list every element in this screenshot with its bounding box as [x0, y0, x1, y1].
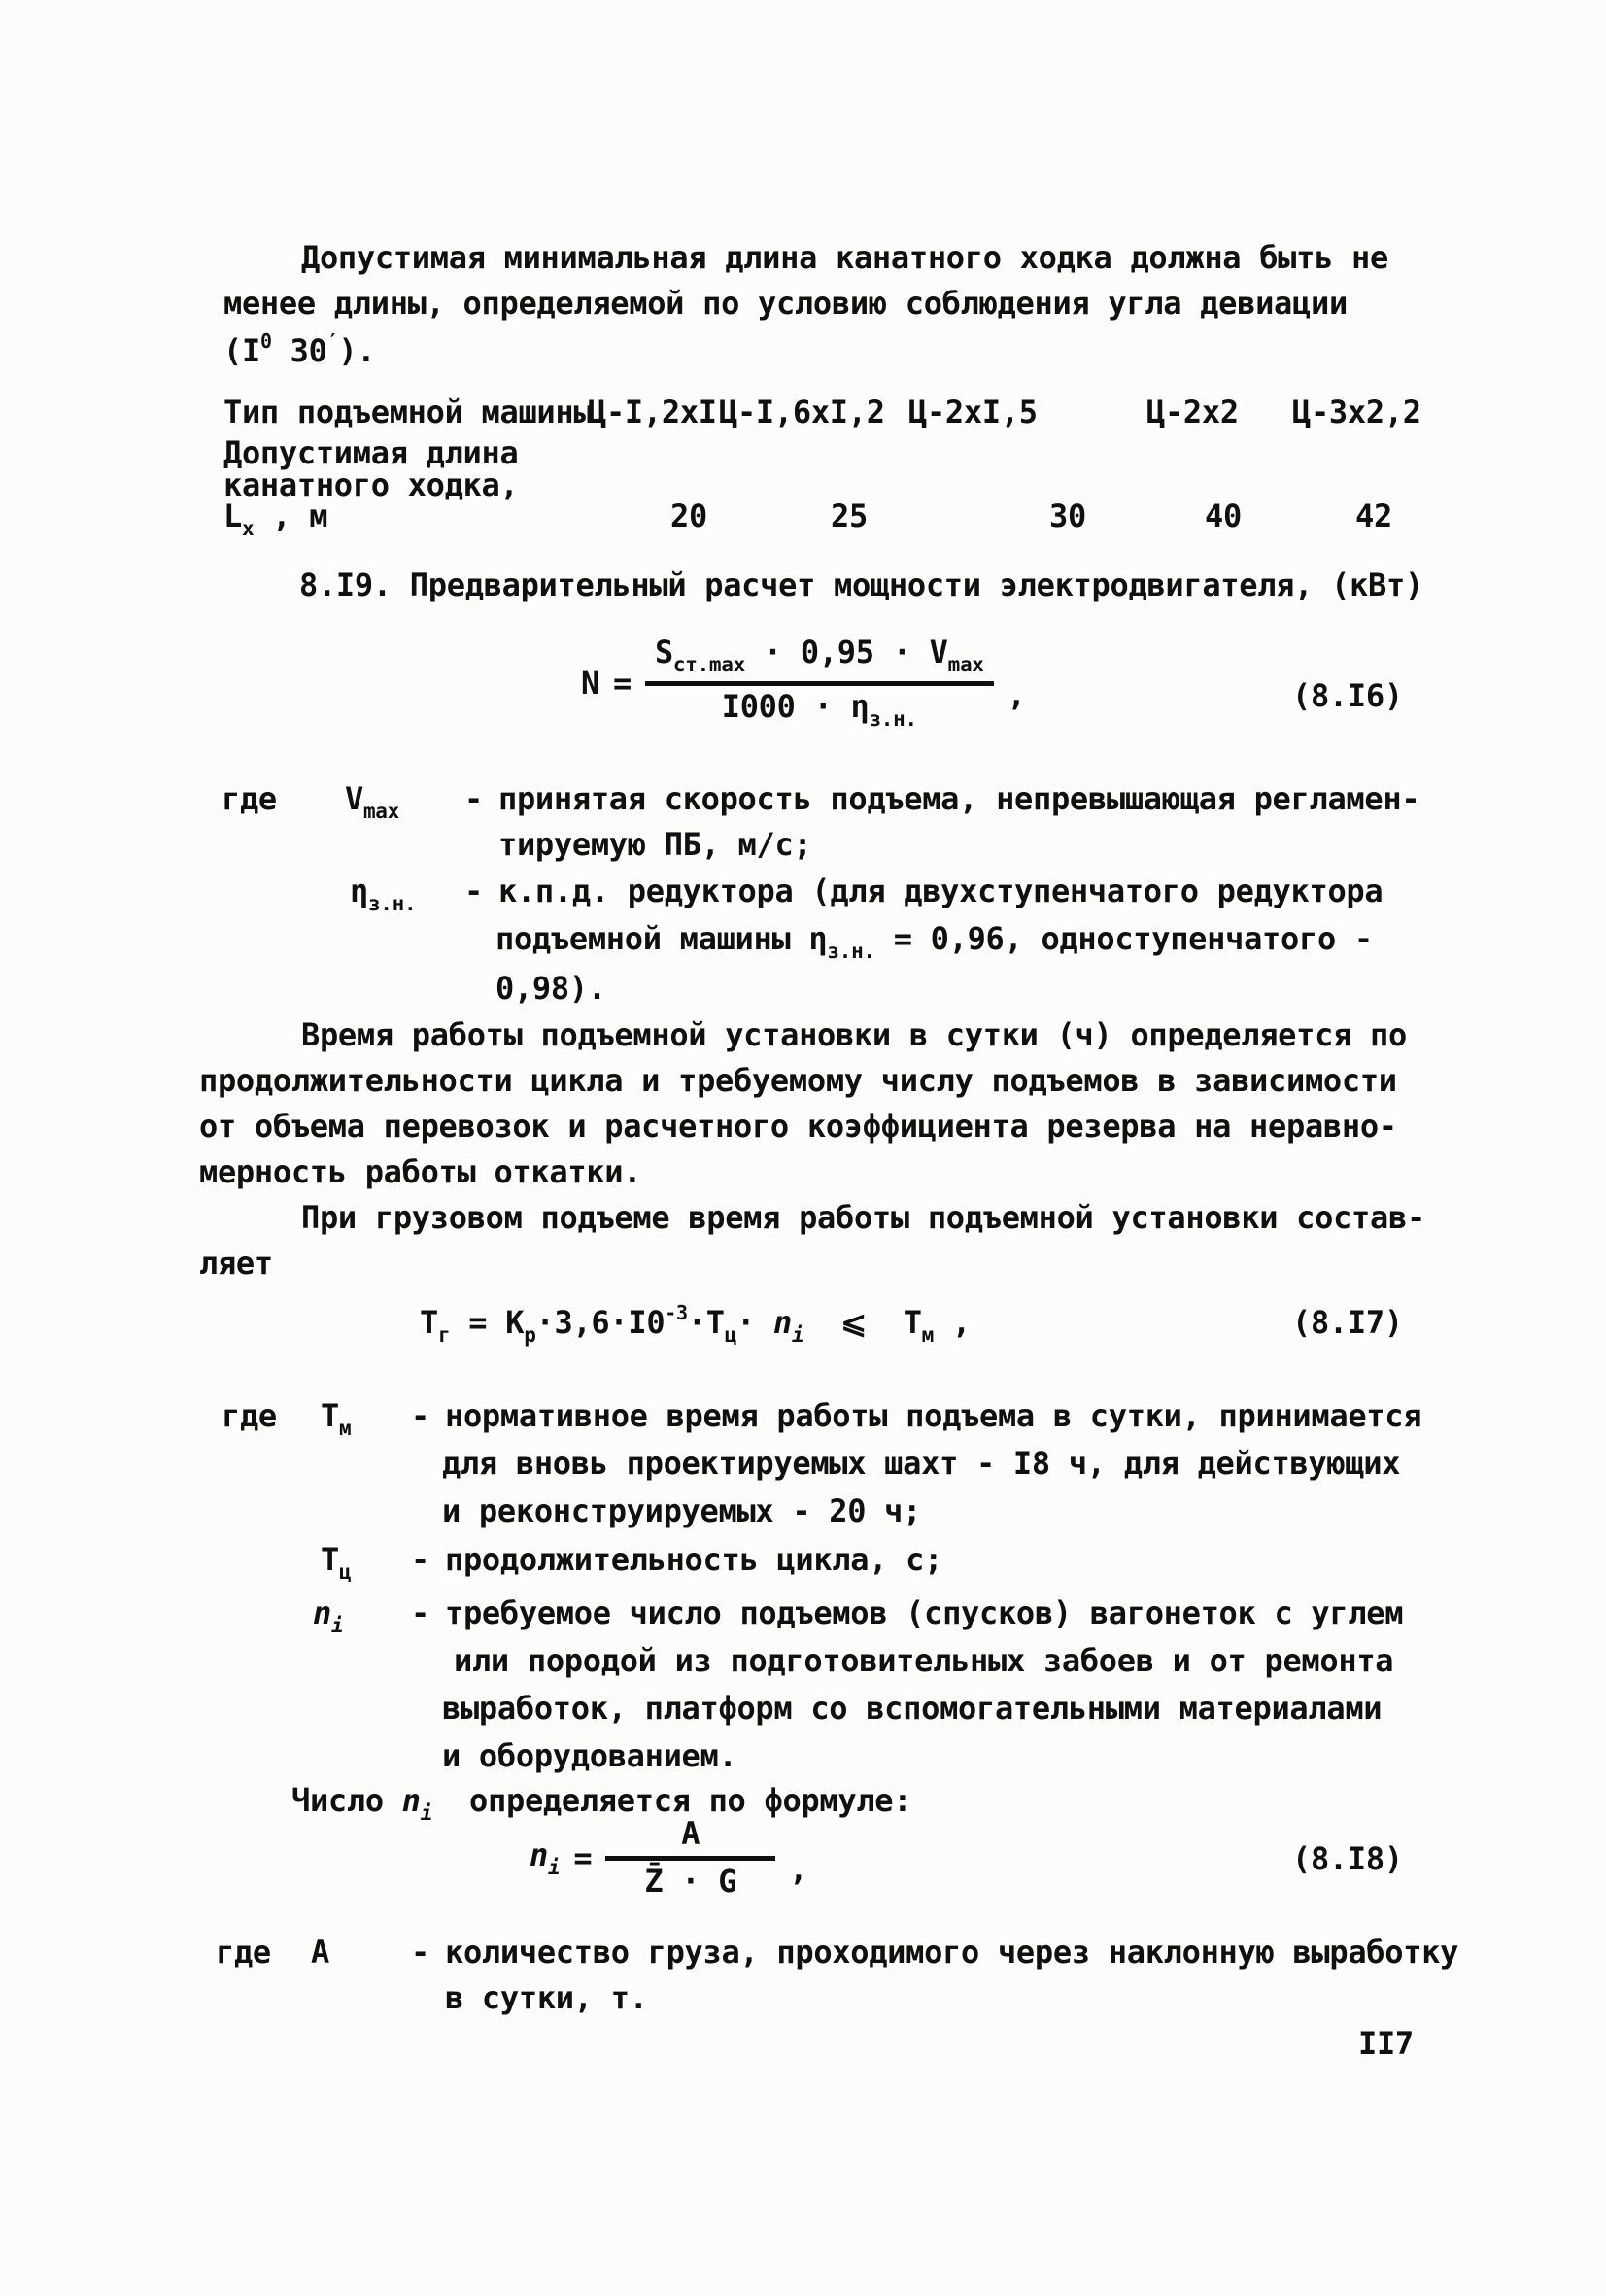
- table-value-cell: 20: [670, 497, 707, 534]
- definition-dash: -: [411, 1594, 429, 1631]
- table-type-cell: Ц-I,2хI: [588, 394, 717, 430]
- definition-dash: -: [411, 1934, 429, 1970]
- table-value-cell: 30: [1049, 497, 1086, 534]
- tm-definition-line2: для вновь проектируемых шахт - I8 ч, для действующих: [442, 1445, 1401, 1482]
- formula-8-16-lhs: N: [581, 664, 599, 702]
- fraction-bar: [645, 681, 994, 686]
- definition-dash: -: [464, 780, 483, 817]
- para1-line2: менее длины, определяемой по условию соблюдения угла девиации: [223, 285, 1348, 322]
- para2-line3: от объема перевозок и расчетного коэффициента резерва на неравно-: [199, 1108, 1397, 1145]
- definition-dash: -: [411, 1397, 429, 1434]
- where-keyword: где: [222, 780, 277, 817]
- tm-definition-line1: нормативное время работы подъема в сутки, принимается: [445, 1397, 1422, 1434]
- table-row-label-line2: канатного ходка,: [223, 466, 519, 503]
- tm-definition-line3: и реконструируемых - 20 ч;: [442, 1492, 922, 1529]
- formula-8-18: $n_i$ = А Z̄ · G ,: [530, 1815, 808, 1901]
- number-ni-intro-line: Число $n_i$ определяется по формуле:: [291, 1782, 912, 1825]
- formula-8-17: $Т_г = К_р\cdot 3,6\cdot I0^{-3}\cdot Т_ц\cdot n_i$ ⩽ $Т_м$ ,: [420, 1301, 971, 1347]
- tc-definition-line1: продолжительность цикла, с;: [445, 1541, 943, 1578]
- eta-definition-line1: к.п.д. редуктора (для двухступенчатого редуктора: [498, 873, 1384, 909]
- para2-line5: При грузовом подъеме время работы подъемной установки состав-: [301, 1199, 1425, 1236]
- para2-line1: Время работы подъемной установки в сутки (ч) определяется по: [301, 1016, 1407, 1053]
- formula-8-16-fraction: $S_{ст.max} \cdot 0,95 \cdot V_{max}$ $I000 \cdot \eta_{з.н.}$: [645, 634, 994, 732]
- table-type-cell: Ц-3х2,2: [1292, 394, 1421, 430]
- section-heading-8-19: 8.I9. Предварительный расчет мощности электродвигателя, (кВт): [299, 566, 1423, 603]
- ni-definition-line3: выработок, платформ со вспомогательными материалами: [442, 1690, 1383, 1727]
- equation-number-8-16: (8.I6): [1292, 677, 1403, 714]
- a-definition-line1: количество груза, проходимого через наклонную выработку: [445, 1934, 1459, 1970]
- page-number: II7: [1358, 2025, 1414, 2062]
- formula-8-18-fraction: А Z̄ · G: [605, 1815, 775, 1901]
- symbol-a: А: [311, 1934, 329, 1970]
- where-keyword: где: [222, 1397, 277, 1434]
- definition-dash: -: [411, 1541, 429, 1578]
- eta-definition-line3: 0,98).: [495, 970, 606, 1007]
- para2-line6: ляет: [199, 1245, 273, 1282]
- formula-8-18-lhs: $n_i$: [530, 1835, 561, 1879]
- table-row-symbol: $L_х$ , м: [223, 497, 328, 540]
- a-definition-line2: в сутки, т.: [445, 1979, 648, 2016]
- degree-superscript: 0: [259, 329, 272, 353]
- vmax-definition-line2: тируемую ПБ, м/с;: [498, 826, 812, 863]
- para1-line3: ($I^0$ 30′).: [223, 329, 376, 369]
- formula-8-16: N = $S_{ст.max} \cdot 0,95 \cdot V_{max}$ $I000 \cdot \eta_{з.н.}$ ,: [581, 634, 1026, 732]
- table-type-label: Тип подъемной машины: [223, 394, 593, 430]
- para2-line2: продолжительности цикла и требуемому числу подъемов в зависимости: [199, 1062, 1397, 1099]
- prime-superscript: ′: [326, 329, 339, 353]
- where-keyword: где: [216, 1934, 271, 1970]
- ni-definition-line4: и оборудованием.: [442, 1737, 737, 1774]
- para1-line1: Допустимая минимальная длина канатного ходка должна быть не: [301, 239, 1388, 276]
- eta-definition-line2: подъемной машины $\eta_{з.н.} = 0,96$, одноступенчатого -: [495, 920, 1373, 963]
- symbol-tm: $Т_м$: [321, 1397, 352, 1440]
- symbol-eta: $\eta_{з.н.}$: [350, 873, 417, 915]
- table-type-cell: Ц-2хI,5: [908, 394, 1038, 430]
- fraction-bar: [605, 1856, 775, 1861]
- para2-line4: мерность работы откатки.: [199, 1153, 642, 1190]
- table-value-cell: 25: [831, 497, 868, 534]
- vmax-definition-line1: принятая скорость подъема, непревышающая регламен-: [498, 780, 1420, 817]
- definition-dash: -: [464, 873, 483, 909]
- table-type-cell: Ц-I,6хI,2: [719, 394, 885, 430]
- ni-definition-line2: или породой из подготовительных забоев и от ремонта: [454, 1642, 1394, 1679]
- symbol-vmax: $V_{max}$: [345, 780, 399, 823]
- symbol-ni: $n_i$: [313, 1594, 344, 1637]
- equation-number-8-17: (8.I7): [1292, 1304, 1403, 1341]
- table-value-cell: 42: [1355, 497, 1392, 534]
- equation-number-8-18: (8.I8): [1292, 1840, 1403, 1877]
- table-type-cell: Ц-2х2: [1146, 394, 1239, 430]
- table-row-label-line1: Допустимая длина: [223, 434, 519, 471]
- ni-definition-line1: требуемое число подъемов (спусков) вагонеток с углем: [445, 1594, 1404, 1631]
- symbol-tc: $Т_ц$: [321, 1541, 352, 1584]
- table-value-cell: 40: [1205, 497, 1242, 534]
